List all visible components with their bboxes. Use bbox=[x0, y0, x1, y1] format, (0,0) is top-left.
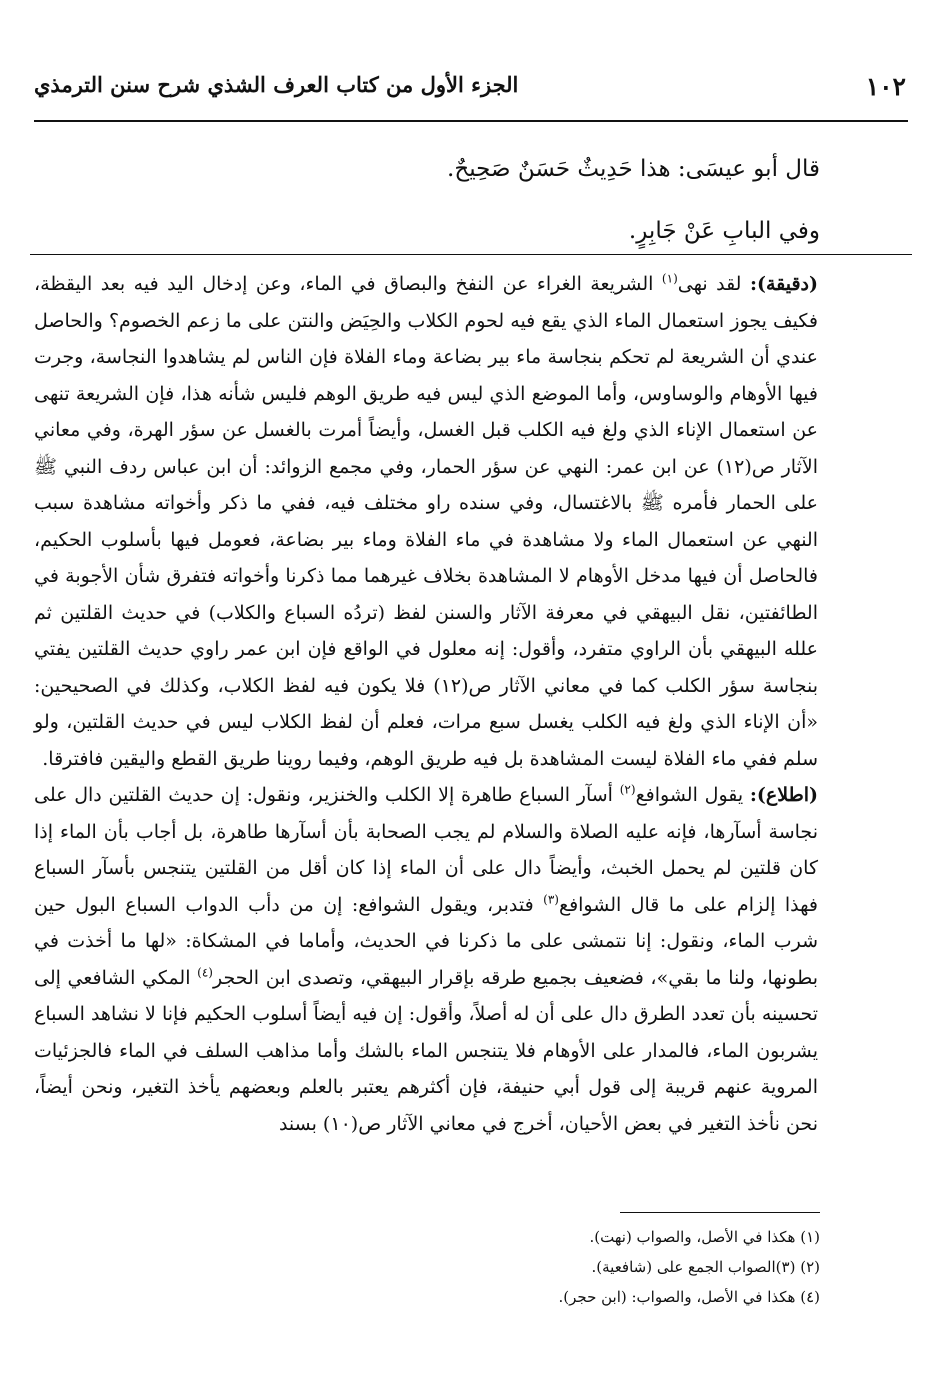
paragraph-ittila bbox=[34, 777, 818, 1142]
daqiqa-text-rest: الشريعة الغراء عن النفخ والبصاق في الماء، وعن إدخال اليد فيه بعد اليقظة، فكيف يجوز استعمال الماء الذي يقع فيه لحوم الكلاب والحِيَض والنتن على ما زعم الخصوم؟ والحاصل عندي أن الشريعة لم تحكم بنجاسة ماء بير بضاعة وماء الفلاة فإن الناس لم يشاهدوا النجاسة، وجرت فيها الأوهام والوساوس، وأما الموضع الذي ليس فيه طريق الوهم فليس شأنه هذا، فإن الشريعة تنهى عن استعمال الإناء الذي ولغ فيه الكلب قبل الغسل، وأيضاً أمرت بالغسل عن سؤر الهرة، وفي معاني الآثار ص(١٢) عن ابن عمر: النهي عن سؤر الحمار، وفي مجمع الزوائد: أن ابن عباس ردف النبي ﷺ على الحمار فأمره ﷺ بالاغتسال، وفي سنده راو مختلف فيه، ففي ما ذكر وأخواته مشاهدة سبب النهي عن استعمال الماء ولا مشاهدة في ماء الفلاة وماء بير بضاعة، فعومل فيها بأسلوب الحكيم، فالحاصل أن فيها مدخل الأوهام لا المشاهدة بخلاف غيرهما مما ذكرنا وأخواته فتفرق شأن الأجوبة في الطائفتين، نقل البيهقي في معرفة الآثار والسنن لفظ (تردُه السباع والكلاب) في حديث القلتين ثم علله البيهقي بأن الراوي متفرد، وأقول: إنه معلول في الواقع فإن ابن عمر راوي حديث القلتين يفتي بنجاسة سؤر الكلب كما في معاني الآثار ص(١٢) فلا يكون فيه لفظ الكلاب، وكذلك في الصحيحين: «أن الإناء الذي ولغ فيه الكلب يغسل سبع مرات، فعلم أن لفظ الكلاب ليس في حديث القلتين، ولو سلم ففي ماء الفلاة ليست المشاهدة بل فيه طريق الوهم، وفيما روينا طريق القطع واليقين فافترقا. bbox=[34, 273, 819, 770]
footnote-ref-4: (٤) bbox=[197, 965, 213, 980]
hadith-text bbox=[60, 138, 820, 262]
running-title: الجزء الأول من كتاب العرف الشذي شرح سنن الترمذي bbox=[34, 72, 519, 97]
footnote-2: (٢) (٣)الصواب الجمع على (شافعية). bbox=[591, 1258, 820, 1276]
commentary-body bbox=[34, 266, 818, 1142]
footnote-3: (٤) هكذا في الأصل، والصواب: (ابن حجر). bbox=[558, 1288, 820, 1306]
ittila-text-a: يقول الشوافع bbox=[635, 784, 750, 806]
footnote-1: (١) هكذا في الأصل، والصواب (نهت). bbox=[589, 1228, 820, 1246]
hadith-line-2: وفي البابِ عَنْ جَابِرٍ. bbox=[628, 218, 820, 244]
hadith-line-1: قال أبو عيسَى: هذا حَدِيثٌ حَسَنٌ صَحِيحٌ. bbox=[447, 156, 820, 182]
page-number: ١٠٢ bbox=[865, 72, 906, 101]
footnote-ref-2: (٢) bbox=[619, 782, 636, 797]
footnote-divider bbox=[620, 1212, 820, 1213]
footnote-ref-3: (٣) bbox=[543, 892, 559, 907]
ittila-text-d: المكي الشافعي إلى تحسينه بأن تعدد الطرق دال على أن له أصلاً، وأقول: إن فيه أيضاً أسلوب الحكيم فإنا لا نشاهد السباع يشربون الماء، فالمدار على الأوهام فلا يتنجس الماء بالشك وأما مذاهب السلف في الماء فالجزئيات المروية عنهم قريبة إلى قول أبي حنيفة، فإن أكثرهم يعتبر بالعلم وبعضهم يأخذ التغير، ونحن أيضاً، نحن نأخذ التغير في بعض الأحيان، أخرج في معاني الآثار ص(١٠) بسند bbox=[34, 966, 818, 1135]
page-header bbox=[30, 72, 912, 112]
footnote-ref-1: (١) bbox=[661, 271, 678, 286]
ittila-text-c: فتدبر، ويقول الشوافع: إن من دأب الدواب السباع البول حين شرب الماء، ونقول: إنا نتمشى على ما ذكرنا في الحديث، وأماما في المشكاة: «لها ما أخذت في بطونها، ولنا ما بقي»، فضعيف بجميع طرقه بإقرار البيهقي، وتصدى ابن الحجر bbox=[34, 893, 818, 989]
daqiqa-label: (دقيقة): bbox=[749, 273, 819, 295]
paragraph-daqiqa bbox=[34, 266, 818, 777]
ittila-text-b: أسآر السباع طاهرة إلا الكلب والخنزير، ونقول: إن حديث القلتين دال على نجاسة أسآرها، فإنه عليه الصلاة والسلام لم يجب الصحابة بأن أسآرها طاهرة، بل أجاب بأن الماء إذا كان قلتين لم يحمل الخبث، وأيضاً دال على أن الماء إذا كان أقل من القلتين يتنجس بأسآر السباع فهذا إلزام على ما قال الشوافع bbox=[34, 784, 818, 916]
daqiqa-text-start: لقد نهى bbox=[677, 273, 750, 295]
section-divider bbox=[30, 254, 912, 255]
footnotes bbox=[300, 1222, 820, 1312]
header-divider bbox=[34, 120, 908, 122]
ittila-label: (اطلاع): bbox=[749, 784, 818, 806]
